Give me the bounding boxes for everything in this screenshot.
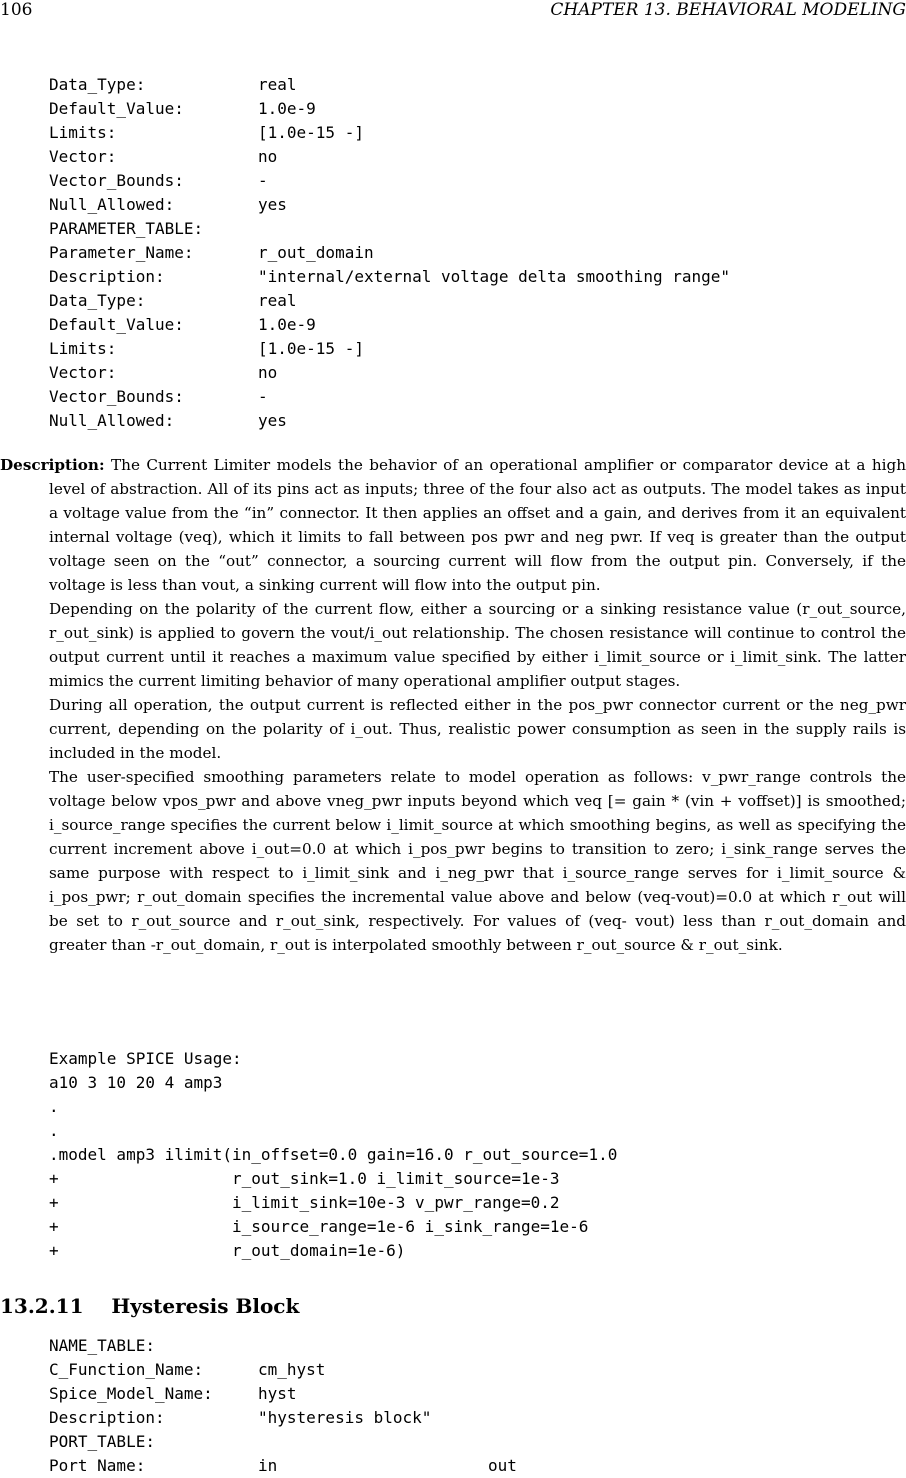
- description-paragraph: The user-specified smoothing parameters relate to model operation as follows: v_pwr_range controls the voltage below vpos_pwr and above vneg_pwr inputs beyond which veq [= gain * (vin + voffset)] is smoothed; i_source_range specifies the current below i_limit_source at which smoothing begins, as well as specifying the current increment above i_out=0.0 at which i_pos_pwr begins to transition to zero; i_sink_range serves the same purpose with respect to i_limit_sink and i_neg_pwr that i_source_range serves for i_limit_source & i_pos_pwr; r_out_domain specifies the incremental value above and below (veq-vout)=0.0 at which r_out will be set to r_out_source and r_out_sink, respectively. For values of (veq- vout) less than r_out_domain and greater than -r_out_domain, r_out is interpolated smoothly between r_out_source & r_out_sink.: [49, 768, 906, 954]
- description-paragraph: During all operation, the output current is reflected either in the pos_pwr connector current or the neg_pwr current, depending on the polarity of i_out. Thus, realistic power consumption as seen in the supply rails is included in the model.: [49, 696, 906, 762]
- section-title: Hysteresis Block: [111, 1294, 300, 1318]
- page-number: 106: [0, 0, 33, 20]
- code-line: a10 3 10 20 4 amp3: [49, 1073, 223, 1092]
- example-spice-usage: [49, 1047, 617, 1263]
- code-line: + r_out_domain=1e-6): [49, 1241, 406, 1260]
- description-lead: Description:: [0, 456, 105, 474]
- code-line: + r_out_sink=1.0 i_limit_source=1e-3: [49, 1169, 560, 1188]
- page-header: [0, 0, 906, 22]
- code-line: .: [49, 1121, 59, 1140]
- section-number: 13.2.11: [0, 1294, 84, 1318]
- code-line: Example SPICE Usage:: [49, 1049, 242, 1068]
- description-paragraph: Depending on the polarity of the current flow, either a sourcing or a sinking resistance value (r_out_source, r_out_sink) is applied to govern the vout/i_out relationship. The chosen resistance will continue to control the output current until it reaches a maximum value specified by either i_limit_source or i_limit_sink. The latter mimics the current limiting behavior of many operational amplifier output stages.: [49, 600, 906, 690]
- description-section: [0, 453, 906, 957]
- code-line: + i_source_range=1e-6 i_sink_range=1e-6: [49, 1217, 589, 1236]
- code-line: + i_limit_sink=10e-3 v_pwr_range=0.2: [49, 1193, 560, 1212]
- section-heading: [0, 1294, 299, 1318]
- code-line: .model amp3 ilimit(in_offset=0.0 gain=16.0 r_out_source=1.0: [49, 1145, 618, 1164]
- chapter-title: CHAPTER 13. BEHAVIORAL MODELING: [550, 0, 906, 20]
- document-page: 106 CHAPTER 13. BEHAVIORAL MODELING Data_Type: real Default_Value: 1.0e-9 Limits: [1.0e-15 -] Vector: no Vector_Bounds: - Null_Allowed: yes PARAMETER_TABLE: Parameter_Name: r_out_domain Description: "internal/external voltage delta smoothing range" Data_Type: real Default_Value: 1.0e-9 Limits: [1.0e-15 -] Vector: no Vector_Bounds: - Null_Allowed: yes Description: The Current Limiter models the behavior of an operational amplifier or comparator device at a high level of abstraction. All of its pins act as inputs; three of the four also act as outputs. The model takes as input a voltage value from the “in” connector. It then applies an offset and a gain, and derives from it an equivalent internal voltage (veq), which it limits to fall between pos pwr and neg pwr. If veq is greater than the output voltage seen on the “out” connector, a sourcing current will flow from the output pin. Conversely, if the voltage is less than vout, a sinking current will flow into the output pin. Depending on the polarity of the current flow, either a sourcing or a sinking resistance value (r_out_source, r_out_sink) is applied to govern the vout/i_out relationship. The chosen resistance will continue to control the output current until it reaches a maximum value specified by either i_limit_source or i_limit_sink. The latter mimics the current limiting behavior of many operational amplifier output stages. During all operation, the output current is reflected either in the pos_pwr connector current or the neg_pwr current, depending on the polarity of i_out. Thus, realistic power consumption as seen in the supply rails is included in the model. The user-specified smoothing parameters relate to model operation as follows: v_pwr_range controls the voltage below vpos_pwr and above vneg_pwr inputs beyond which veq [= gain * (vin + voffset)] is smoothed; i_source_range specifies the current below i_limit_source at which smoothing begins, as well as specifying the current increment above i_out=0.0 at which i_pos_pwr begins to transition to zero; i_sink_range serves the same purpose with respect to i_limit_sink and i_neg_pwr that i_source_range serves for i_limit_source & i_pos_pwr; r_out_domain specifies the incremental value above and below (veq-vout)=0.0 at which r_out will be set to r_out_source and r_out_sink, respectively. For values of (veq- vout) less than r_out_domain and greater than -r_out_domain, r_out is interpolated smoothly between r_out_source & r_out_sink. Example SPICE Usage: a10 3 10 20 4 amp3 . . .model amp3 ilimit(in_offset=0.0 gain=16.0 r_out_source=1.0 + r_out_sink=1.0 i_limit_source=1e-3 + i_limit_sink=10e-3 v_pwr_range=0.2 + i_source_range=1e-6 i_sink_range=1e-6 + r_out_domain=1e-6) 13.2.11 Hysteresis Block NAME_TABLE: C_Function_Name: cm_hyst Spice_Model_Name: hyst Description: "hysteresis block" PORT_TABLE: Port Name: in out: [0, 0, 906, 1475]
- description-paragraph: Description: The Current Limiter models the behavior of an operational amplifier or comparator device at a high level of abstraction. All of its pins act as inputs; three of the four also act as outputs. The model takes as input a voltage value from the “in” connector. It then applies an offset and a gain, and derives from it an equivalent internal voltage (veq), which it limits to fall between pos pwr and neg pwr. If veq is greater than the output voltage seen on the “out” connector, a sourcing current will flow from the output pin. Conversely, if the voltage is less than vout, a sinking current will flow into the output pin.: [0, 456, 906, 594]
- code-line: .: [49, 1097, 59, 1116]
